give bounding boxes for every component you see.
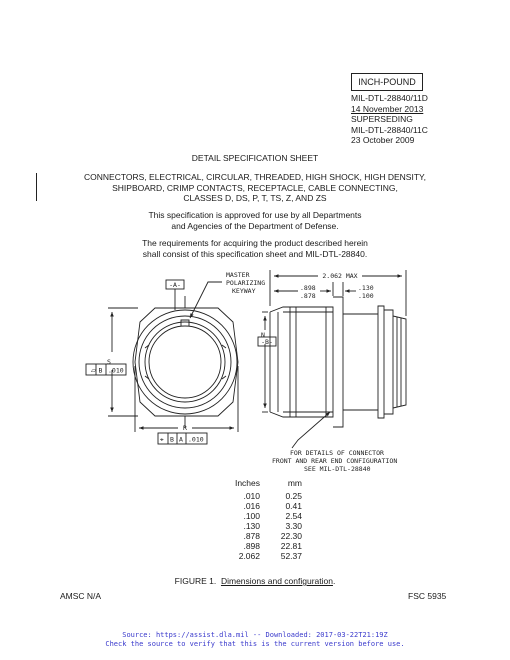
coupling-nut bbox=[270, 307, 333, 417]
table-row: .898 22.81 bbox=[243, 541, 302, 551]
keyway-note-line-2: POLARIZING bbox=[226, 279, 266, 287]
dim-s-label: S bbox=[107, 358, 111, 366]
subject-line-3: CLASSES D, DS, P, T, TS, Z, AND ZS bbox=[183, 193, 327, 203]
fcf-flat-tolerance: .010 bbox=[108, 366, 124, 375]
fcf-pos-tolerance: .010 bbox=[188, 435, 204, 444]
details-note-line-1: FOR DETAILS OF CONNECTOR bbox=[290, 449, 384, 457]
details-note-line-2: FRONT AND REAR END CONFIGURATION bbox=[272, 457, 398, 465]
table-row: .100 2.54 bbox=[243, 511, 302, 521]
superseded-number: MIL-DTL-28840/11C bbox=[351, 124, 428, 135]
dim-max-label: 2.062 MAX bbox=[322, 272, 358, 280]
superseding-label: SUPERSEDING bbox=[351, 114, 413, 124]
side-end-thread bbox=[393, 316, 406, 408]
figure-title: Dimensions and configuration bbox=[220, 576, 333, 586]
fcf-pos-datum-2: A bbox=[179, 435, 183, 444]
source-line-1[interactable]: Source: https://assist.dla.mil -- Downloaded: 2017-03-22T21:19Z bbox=[122, 631, 388, 639]
dim-130-label: .130 bbox=[358, 284, 374, 292]
table-row: .016 0.41 bbox=[243, 501, 302, 511]
requirements-line-1: The requirements for acquiring the product described herein bbox=[142, 238, 368, 248]
amsc-code: AMSC N/A bbox=[60, 591, 102, 601]
conversion-table-header bbox=[224, 478, 302, 488]
dim-n-label: N bbox=[261, 331, 265, 339]
fcf-pos-symbol: ⌖ bbox=[160, 435, 164, 444]
table-row: .878 22.30 bbox=[243, 531, 302, 541]
shell-inner-circle bbox=[145, 322, 225, 402]
inch-pound-box: INCH-POUND bbox=[351, 73, 423, 91]
datum-b-label: -B- bbox=[261, 338, 273, 346]
bore-circle bbox=[149, 326, 221, 398]
figure-period: . bbox=[332, 576, 336, 586]
fsc-code: FSC 5935 bbox=[408, 591, 447, 601]
requirements-line-2: shall consist of this specification sheet and MIL-DTL-28840. bbox=[142, 248, 368, 259]
minor-keys bbox=[145, 345, 226, 379]
document-identification bbox=[351, 93, 428, 146]
header-mm: mm bbox=[287, 478, 302, 488]
superseded-date: 23 October 2009 bbox=[351, 135, 415, 145]
details-note-line-3: SEE MIL-DTL-28840 bbox=[304, 465, 371, 473]
figure-caption bbox=[0, 576, 510, 586]
conversion-table bbox=[224, 478, 302, 561]
sheet-title: DETAIL SPECIFICATION SHEET bbox=[191, 153, 319, 163]
keyway-leader bbox=[190, 282, 222, 318]
requirements-statement bbox=[0, 238, 510, 259]
table-row: 2.062 52.37 bbox=[238, 551, 302, 561]
dim-878-label: .878 bbox=[300, 292, 316, 300]
datum-a-label: -A- bbox=[169, 281, 181, 289]
fcf-pos-datum-1: B bbox=[170, 435, 174, 444]
header-inches: Inches bbox=[234, 478, 260, 488]
subject-title bbox=[0, 172, 510, 204]
subject-line-1: CONNECTORS, ELECTRICAL, CIRCULAR, THREADED, HIGH SHOCK, HIGH DENSITY, bbox=[84, 172, 426, 182]
source-note bbox=[0, 631, 510, 648]
dim-100-label: .100 bbox=[358, 292, 374, 300]
document-date: 14 November 2013 bbox=[351, 103, 424, 114]
side-rear-ring bbox=[378, 306, 384, 418]
approval-line-2: and Agencies of the Department of Defense. bbox=[171, 220, 339, 231]
shell-outer-circle bbox=[139, 316, 231, 408]
subject-line-2: SHIPBOARD, CRIMP CONTACTS, RECEPTACLE, CABLE CONNECTING, bbox=[112, 182, 398, 193]
approval-line-1: This specification is approved for use by all Departments bbox=[148, 210, 362, 220]
side-rear-body bbox=[384, 310, 393, 414]
side-view bbox=[258, 270, 406, 448]
fcf-flat-datum: B bbox=[98, 366, 103, 375]
coupling-outline bbox=[135, 308, 238, 416]
keyway-notch bbox=[181, 320, 189, 326]
table-row: .130 3.30 bbox=[243, 521, 302, 531]
figure-number: FIGURE 1. bbox=[174, 576, 217, 586]
side-flange bbox=[333, 297, 343, 427]
dim-r-label: R bbox=[183, 424, 187, 432]
table-row: .010 0.25 bbox=[243, 491, 302, 501]
dim-898-label: .898 bbox=[300, 284, 316, 292]
keyway-note-line-1: MASTER bbox=[226, 271, 250, 279]
fcf-flat-symbol: ⏥ bbox=[91, 366, 96, 375]
keyway-note-line-3: KEYWAY bbox=[232, 287, 256, 295]
source-line-2: Check the source to verify that this is the current version before use. bbox=[105, 639, 405, 648]
approval-statement bbox=[0, 210, 510, 231]
connector-drawing bbox=[0, 262, 510, 474]
document-number: MIL-DTL-28840/11D bbox=[351, 93, 428, 103]
